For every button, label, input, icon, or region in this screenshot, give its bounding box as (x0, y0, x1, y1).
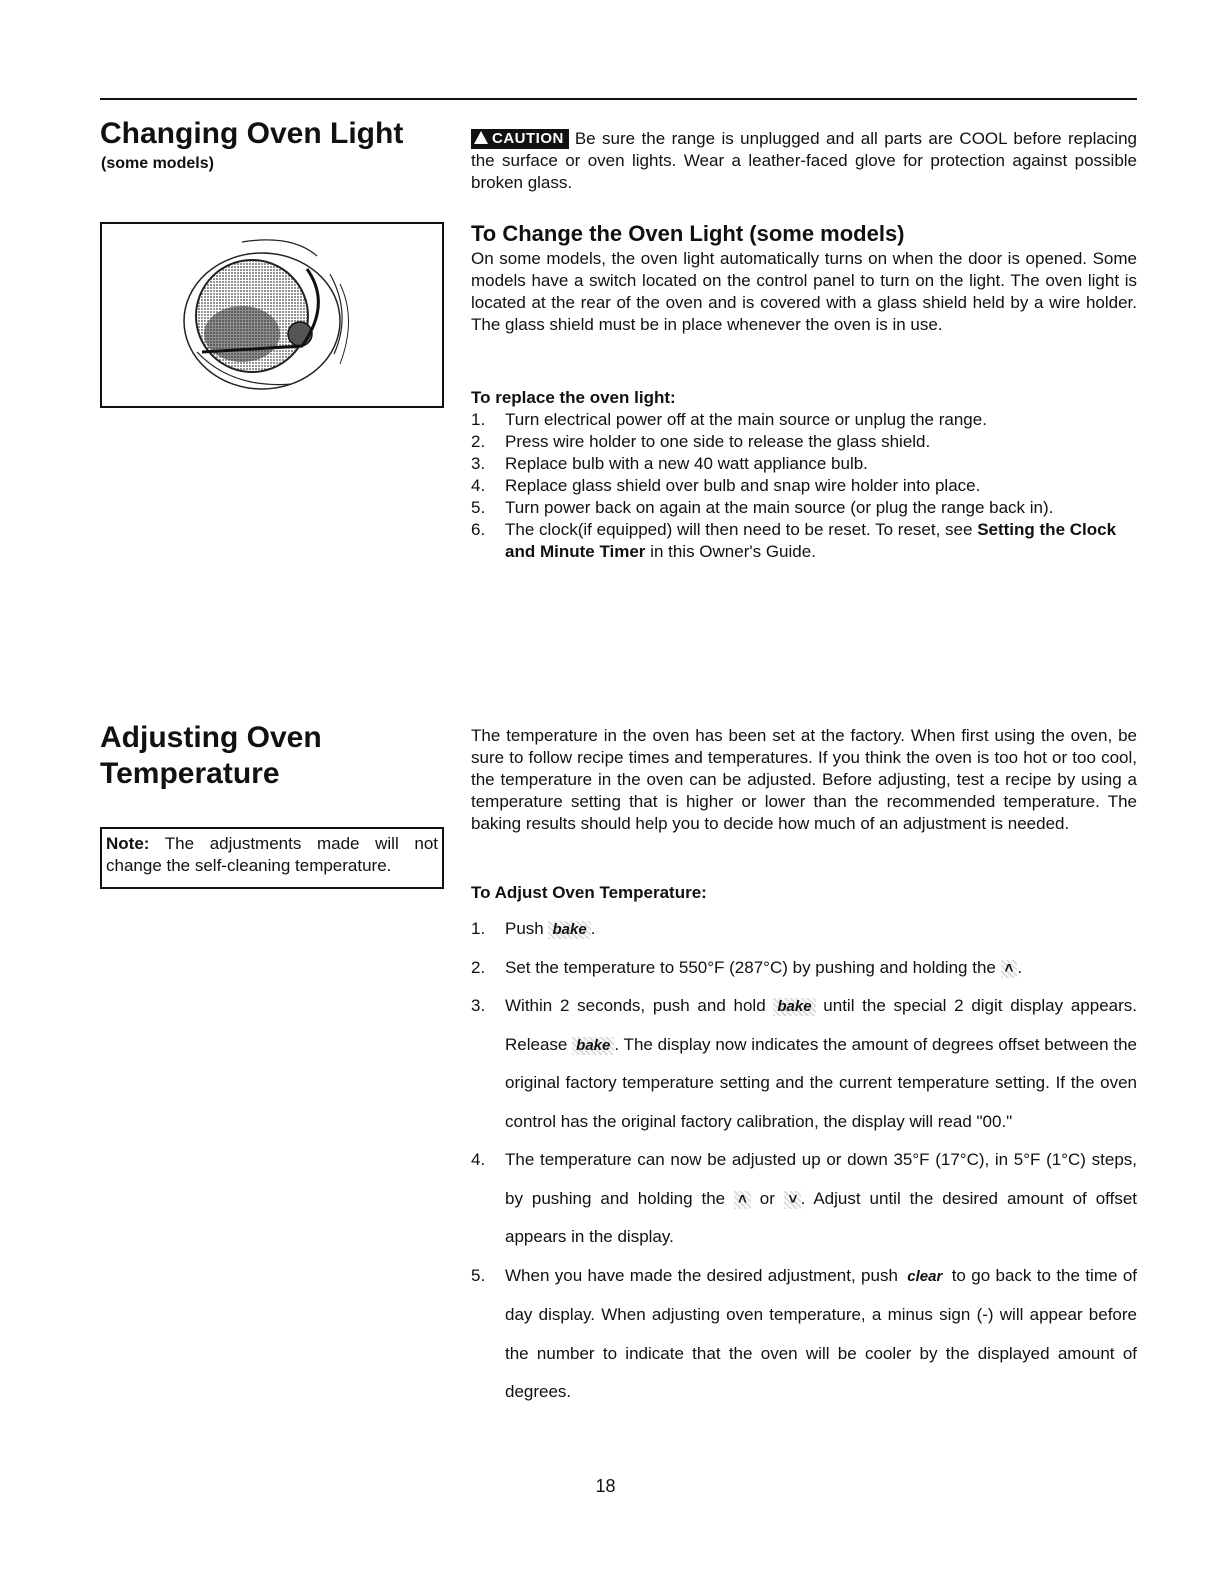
up-arrow-key-icon: ˄ (734, 1191, 751, 1209)
page-number: 18 (595, 1476, 616, 1496)
top-rule (100, 98, 1137, 100)
list-item: 5. When you have made the desired adjustment, push clear to go back to the time of day display. When adjusting oven temperature, a minus sign (-) will appear before the number to indicate that the oven will be cooler by the displayed amount of degrees. (471, 1265, 1137, 1401)
caution-badge: CAUTION (471, 129, 569, 149)
section-subtitle: (some models) (101, 155, 214, 172)
change-light-intro: On some models, the oven light automatically turns on when the door is opened. Some models have a switch located on the control panel to turn on the light. The oven light is located at the rear of the oven and is covered with a glass shield held by a wire holder. The glass shield must be in place whenever the oven is in use. (471, 249, 1137, 334)
up-arrow-key-icon: ˄ (1001, 960, 1018, 978)
change-light-section (471, 220, 1137, 336)
adjust-temp-intro: The temperature in the oven has been set at the factory. When first using the oven, be sure to follow recipe times and temperatures. If you think the oven is too hot or too cool, the temperature in the oven can be adjusted. Before adjusting, test a recipe by using a temperature setting that is higher or lower than the recommended temperature. The baking results should help you to decide how much of an adjustment is needed. (471, 726, 1137, 833)
replace-light-list (471, 409, 1137, 563)
list-item: 2. Press wire holder to one side to release the glass shield. (471, 432, 931, 451)
caution-paragraph (471, 128, 1137, 194)
list-item: 2. Set the temperature to 550°F (287°C) by pushing and holding the ˄ . (471, 957, 1023, 977)
list-item: 1. Turn electrical power off at the main source or unplug the range. (471, 410, 987, 429)
down-arrow-key-icon: ˅ (784, 1191, 801, 1209)
clock-timer-reference: Setting the Clock and Minute Timer (505, 520, 1117, 561)
note-box (100, 827, 444, 889)
bake-key-icon: bake (773, 998, 815, 1016)
clear-key-icon: clear (907, 1267, 943, 1285)
oven-light-illustration (100, 222, 444, 408)
note-text: The adjustments made will not change the self-cleaning temperature. (106, 834, 438, 875)
list-item: 3. Within 2 seconds, push and hold bake until the special 2 digit display appears. Release bake . The display now indicates the amount of degrees offset between the original factory temperature setting and the current temperature setting. If the oven control has the original factory calibration, the display will read "00." (471, 996, 1138, 1131)
list-item: 6. The clock(if equipped) will then need to be reset. To reset, see Setting the Clock and Minute Timer in this Owner's Guide. (471, 520, 1117, 561)
oven-light-bulb-icon (102, 224, 442, 406)
caution-text: Be sure the range is unplugged and all parts are COOL before replacing the surface or oven lights. Wear a leather-faced glove for protection against possible broken glass. (471, 129, 1137, 192)
warning-icon (474, 131, 488, 144)
list-item: 5. Turn power back on again at the main source (or plug the range back in). (471, 498, 1054, 517)
adjust-temp-list (471, 910, 1137, 1412)
replace-light-steps (471, 387, 1137, 563)
list-item: 4. The temperature can now be adjusted up or down 35°F (17°C), in 5°F (1°C) steps, by pushing and holding the ˄ or ˅ . Adjust until the desired amount of offset appears in the display. (471, 1150, 1137, 1246)
list-item: 3. Replace bulb with a new 40 watt appliance bulb. (471, 454, 868, 473)
bake-key-icon: bake (572, 1037, 614, 1055)
adjust-temp-steps (471, 882, 1137, 1412)
section-title-changing-oven-light: Changing Oven Light (100, 117, 404, 150)
note-label: Note: (106, 834, 150, 853)
list-item: 4. Replace glass shield over bulb and snap wire holder into place. (471, 476, 981, 495)
section-title-adjusting-oven-temperature: Adjusting Oven Temperature (100, 721, 322, 790)
list-item: 1. Push bake . (471, 919, 596, 938)
replace-light-steps-title: To replace the oven light: (471, 388, 676, 407)
change-light-heading: To Change the Oven Light (some models) (471, 221, 905, 246)
bake-key-icon: bake (548, 921, 590, 939)
adjust-temp-steps-title: To Adjust Oven Temperature: (471, 883, 707, 902)
